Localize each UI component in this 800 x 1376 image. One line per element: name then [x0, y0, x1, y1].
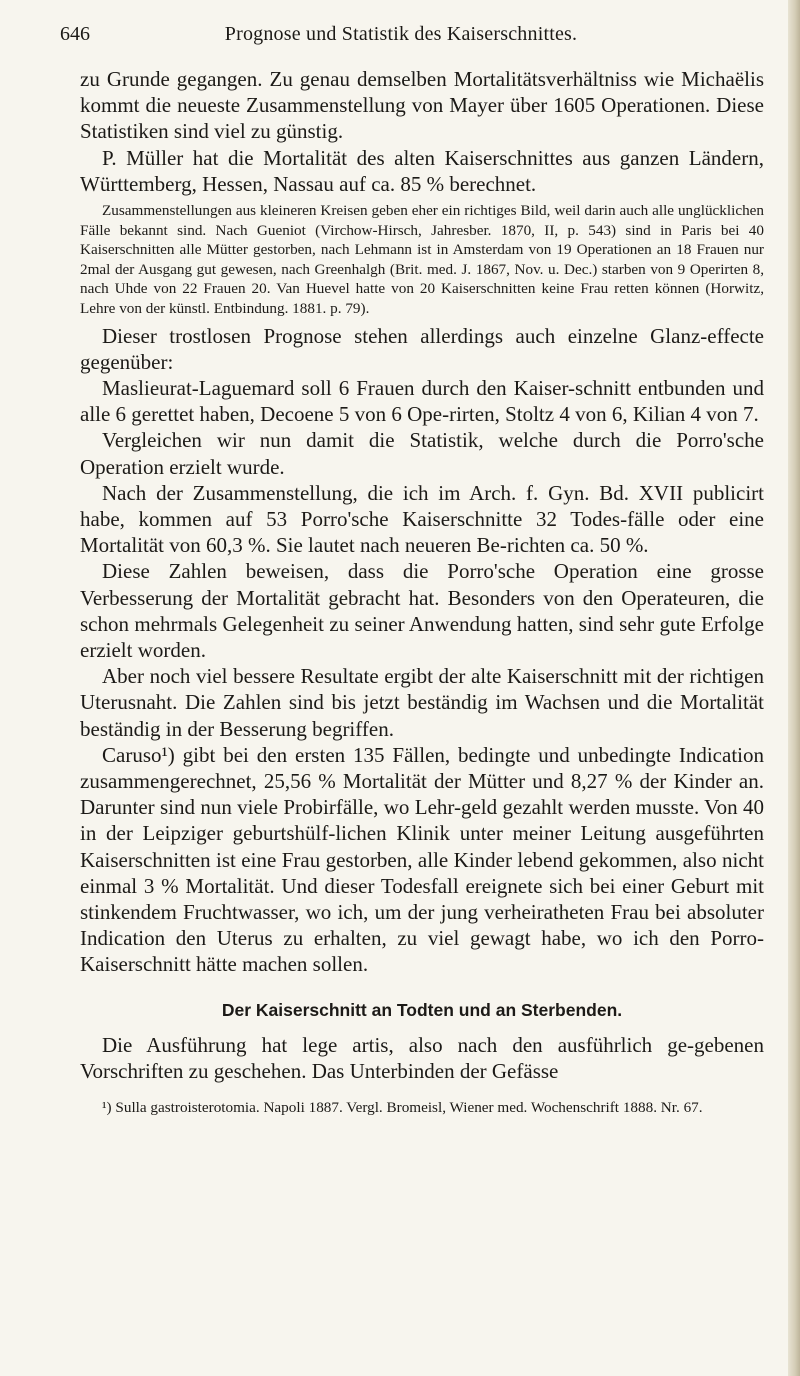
paragraph: P. Müller hat die Mortalität des alten Kaiserschnittes aus ganzen Ländern, Württemberg, Hessen, Nassau auf ca. 85 % berechnet. — [80, 145, 764, 196]
paragraph: Aber noch viel bessere Resultate ergibt der alte Kaiserschnitt mit der richtigen Uterusnaht. Die Zahlen sind bis jetzt beständig im Wachsen und die Mortalität beständig in der Besserung begriffen. — [80, 664, 764, 741]
paragraph: zu Grunde gegangen. Zu genau demselben Mortalitätsverhältniss wie Michaëlis kommt die neueste Zusammenstellung von Mayer über 1605 Operationen. Diese Statistiken sind viel zu günstig. — [80, 67, 764, 144]
running-title: Prognose und Statistik des Kaiserschnittes. — [224, 23, 578, 45]
paragraph: Diese Zahlen beweisen, dass die Porro'sche Operation eine grosse Verbesserung der Mortalität gebracht hat. Besonders von den Operateuren, die schon mehrmals Gelegenheit zu seiner Anwendung hatten, sind sehr gute Erfolge erzielt worden. — [80, 559, 764, 663]
paragraph: Die Ausführung hat lege artis, also nach den ausführlich ge-gebenen Vorschriften zu geschehen. Das Unterbinden der Gefässe — [80, 1032, 764, 1083]
running-header — [60, 20, 742, 48]
paragraph: Caruso¹) gibt bei den ersten 135 Fällen, bedingte und unbedingte Indication zusammengerechnet, 25,56 % Mortalität der Mütter und 8,27 % der Kinder an. Darunter sind nun viele Probirfälle, wo Lehr-geld gezahlt werden musste. Von 40 in der Leipziger geburtshülf-lichen Klinik unter meiner Leitung ausgeführten Kaiserschnitten ist eine Frau gestorben, alle Kinder lebend gekommen, also nicht einmal 3 % Mortalität. Und dieser Todesfall ereignete sich bei einer Geburt mit stinkendem Fruchtwasser, wo ich, um der jung verheiratheten Frau bei absoluter Indication den Uterus zu erhalten, zu viel gewagt habe, wo ich den Porro-Kaiserschnitt hätte machen sollen. — [80, 742, 764, 977]
section-heading: Der Kaiserschnitt an Todten und an Sterbenden. — [221, 999, 623, 1020]
small-print-note: Zusammenstellungen aus kleineren Kreisen geben eher ein richtiges Bild, weil darin auch alle unglücklichen Fälle bekannt sind. Nach Gueniot (Virchow-Hirsch, Jahresber. 1870, II, p. 543) sind in Paris bei 40 Kaiserschnitten alle Mütter gestorben, nach Lehmann ist in Amsterdam von 19 Operationen an 18 Frauen nur 2mal der Ausgang gut gewesen, nach Greenhalgh (Brit. med. J. 1867, Nov. u. Dec.) starben von 9 Operirten 8, nach Uhde von 22 Frauen 20. Van Huevel hatte von 20 Kaiserschnitten keine Frau retten können (Horwitz, Lehre von der künstl. Entbindung. 1881. p. 79). — [80, 202, 764, 317]
footnote: ¹) Sulla gastroisterotomia. Napoli 1887. Vergl. Bromeisl, Wiener med. Wochenschrift 1888. Nr. 67. — [102, 1099, 703, 1117]
page-number: 646 — [60, 23, 90, 45]
paragraph: Vergleichen wir nun damit die Statistik, welche durch die Porro'sche Operation erzielt wurde. — [80, 428, 764, 479]
paragraph: Nach der Zusammenstellung, die ich im Arch. f. Gyn. Bd. XVII publicirt habe, kommen auf 53 Porro'sche Kaiserschnitte 32 Todes-fälle oder eine Mortalität von 60,3 %. Sie lautet nach neueren Be-richten ca. 50 %. — [80, 480, 764, 558]
paragraph: Maslieurat-Laguemard soll 6 Frauen durch den Kaiser-schnitt entbunden und alle 6 gerettet haben, Decoene 5 von 6 Ope-rirten, Stoltz 4 von 6, Kilian 4 von 7. — [80, 375, 764, 427]
paragraph: Dieser trostlosen Prognose stehen allerdings auch einzelne Glanz-effecte gegenüber: — [80, 323, 764, 374]
text-body — [80, 66, 764, 1118]
page-edge — [788, 0, 800, 1376]
